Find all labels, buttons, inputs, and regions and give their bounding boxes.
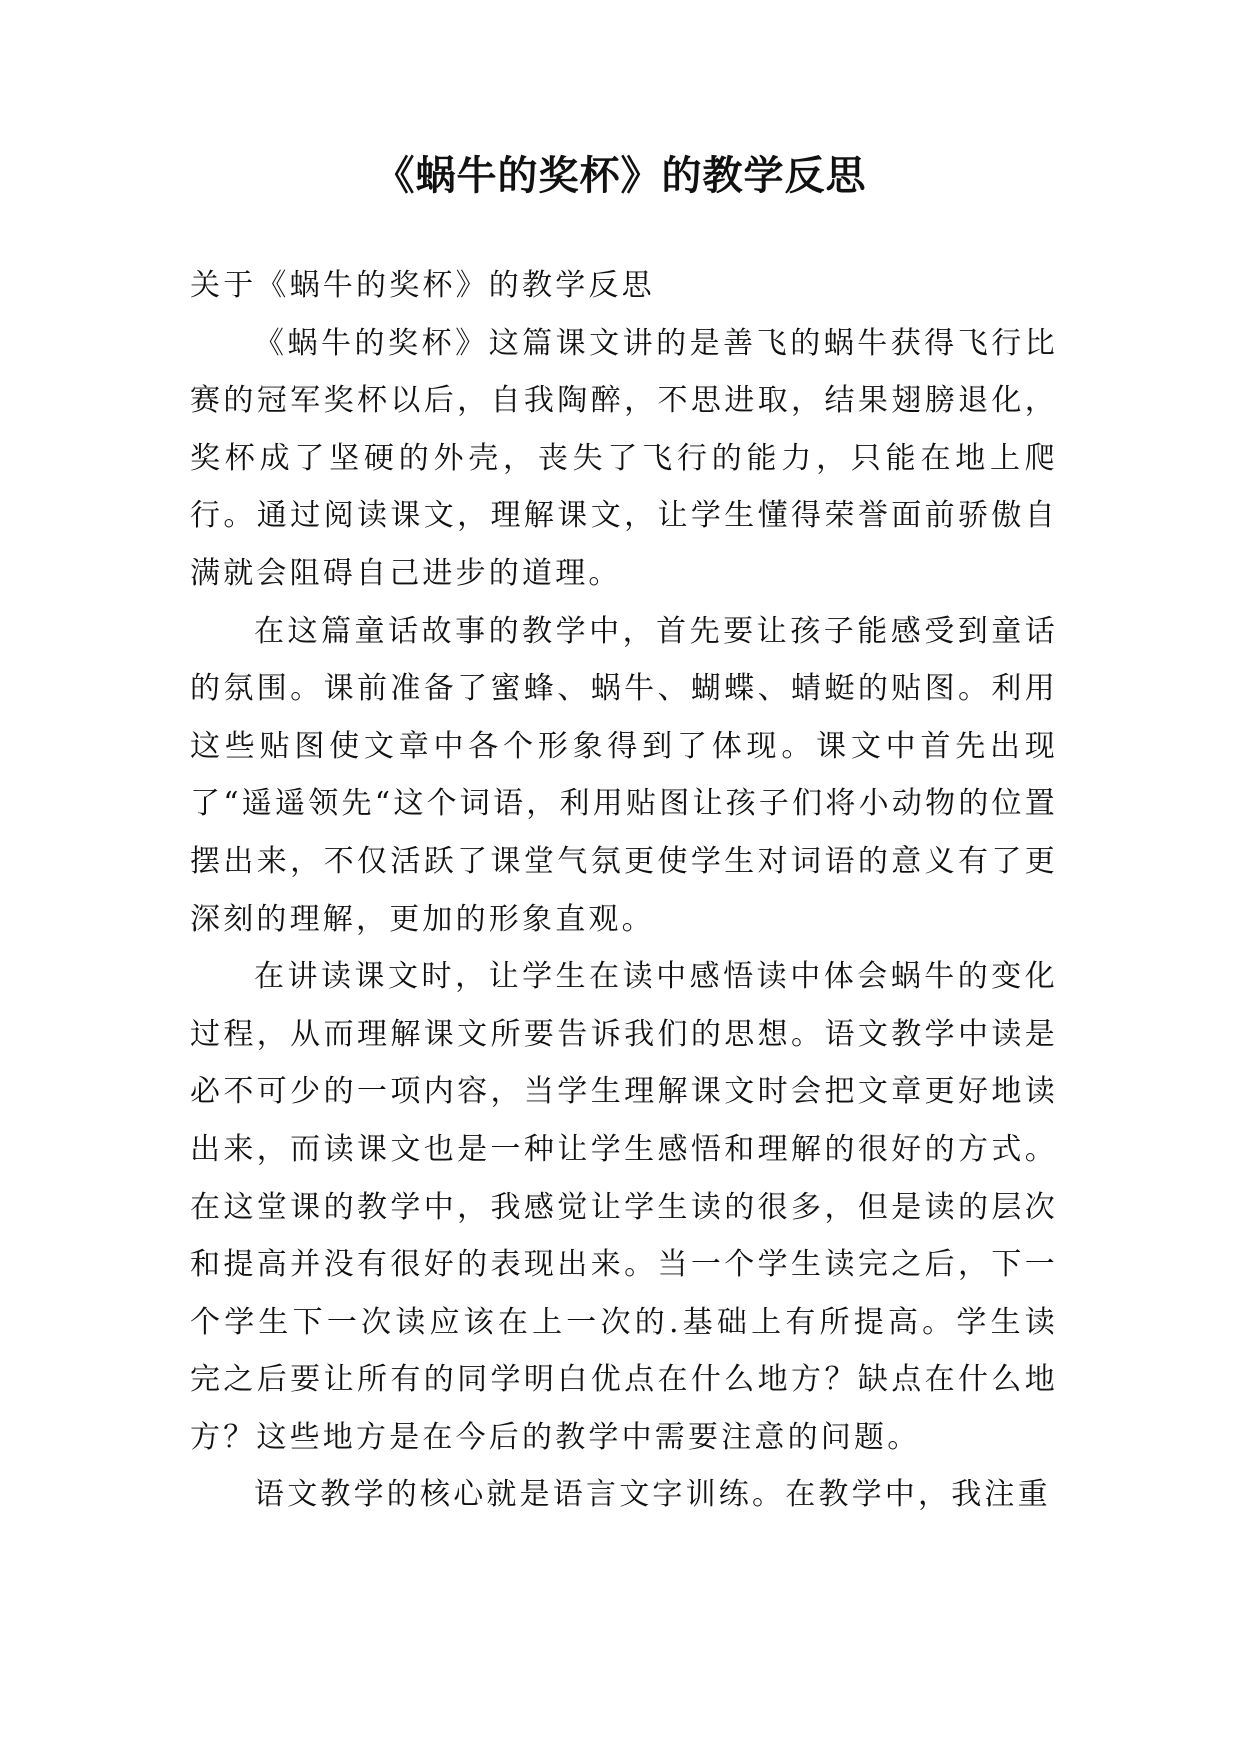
document-body [190, 257, 1058, 1524]
document-subtitle: 关于《蜗牛的奖杯》的教学反思 [190, 268, 655, 303]
paragraph-2: 在这篇童话故事的教学中，首先要让孩子能感受到童话的氛围。课前准备了蜜蜂、蜗牛、蝴蝶、蜻蜓的贴图。利用这些贴图使文章中各个形象得到了体现。课文中首先出现了“遥遥领先“这个词语，利用贴图让孩子们将小动物的位置摆出来，不仅活跃了课堂气氛更使学生对词语的意义有了更深刻的理解，更加的形象直观。 [190, 613, 1058, 937]
paragraph-3: 在讲读课文时，让学生在读中感悟读中体会蜗牛的变化过程，从而理解课文所要告诉我们的思想。语文教学中读是必不可少的一项内容，当学生理解课文时会把文章更好地读出来，而读课文也是一种让学生感悟和理解的很好的方式。在这堂课的教学中，我感觉让学生读的很多，但是读的层次和提高并没有很好的表现出来。当一个学生读完之后，下一个学生下一次读应该在上一次的.基础上有所提高。学生读完之后要让所有的同学明白优点在什么地方？缺点在什么地方？这些地方是在今后的教学中需要注意的问题。 [190, 959, 1058, 1455]
document-title: 《蜗牛的奖杯》的教学反思 [374, 152, 867, 199]
paragraph-4: 语文教学的核心就是语言文字训练。在教学中，我注重 [254, 1477, 1051, 1513]
paragraph-1: 《蜗牛的奖杯》这篇课文讲的是善飞的蜗牛获得飞行比赛的冠军奖杯以后，自我陶醉，不思进取，结果翅膀退化，奖杯成了坚硬的外壳，丧失了飞行的能力，只能在地上爬行。通过阅读课文，理解课文，让学生懂得荣誉面前骄傲自满就会阻碍自己进步的道理。 [190, 325, 1058, 591]
